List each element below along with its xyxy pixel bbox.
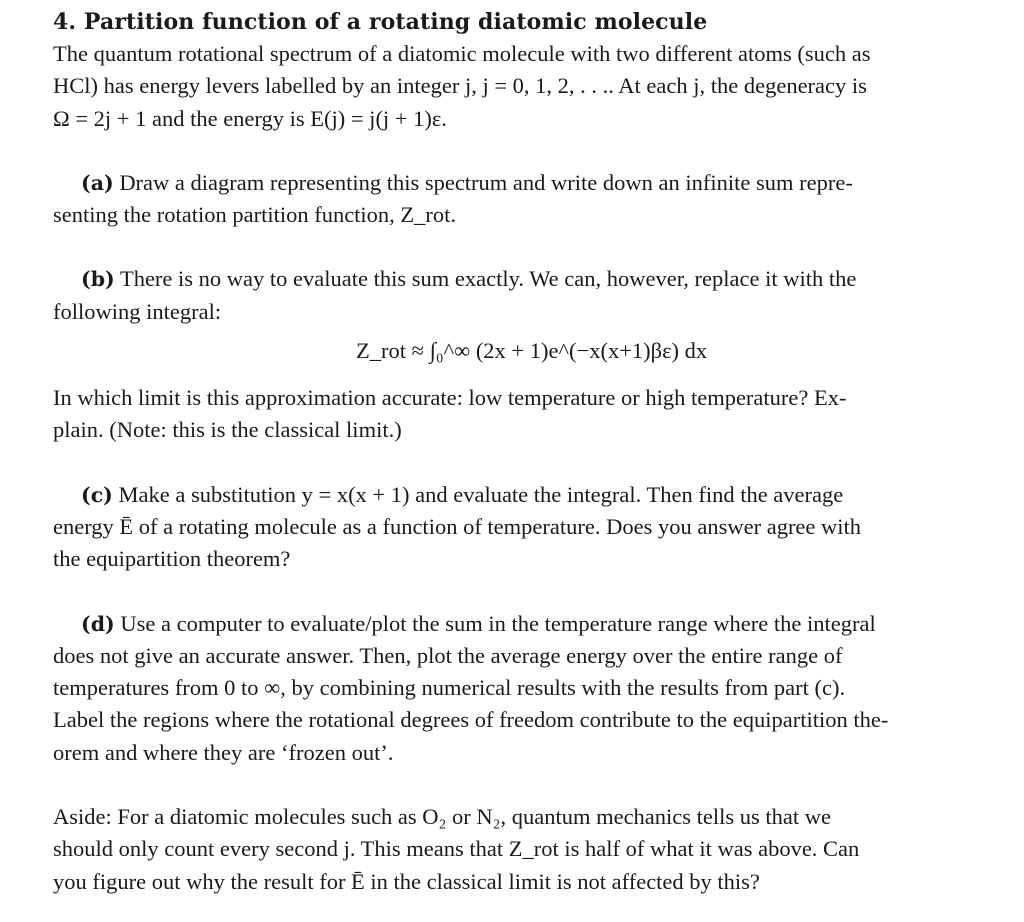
- part-b-text-1: There is no way to evaluate this sum exactly. We can, however, replace it with the: [119, 266, 857, 292]
- part-a-text-1: Draw a diagram representing this spectrum and write down an infinite sum repre-: [119, 169, 853, 195]
- part-d-line-3: temperatures from 0 to ∞, by combining numerical results with the results from part (c).: [53, 675, 846, 701]
- part-a-label: (a): [81, 170, 114, 195]
- intro-line-1: The quantum rotational spectrum of a diatomic molecule with two different atoms (such as: [53, 41, 871, 66]
- aside-paragraph: [53, 801, 1001, 898]
- intro-line-3: Ω = 2j + 1 and the energy is E(j) = j(j + 1)ε.: [53, 105, 447, 131]
- part-d-label: (d): [81, 611, 115, 636]
- part-b-label: (b): [81, 267, 115, 292]
- part-b-question: [53, 382, 1001, 447]
- part-c-line-3: the equipartition theorem?: [53, 546, 291, 572]
- part-c-line-1: [53, 479, 1001, 511]
- intro-line-2: HCl) has energy levers labelled by an integer j, j = 0, 1, 2, . . .. At each j, the degeneracy is: [53, 73, 867, 99]
- part-d-line-1: [53, 608, 1001, 640]
- part-c-paragraph: [53, 479, 1001, 576]
- problem-page: [53, 6, 1001, 898]
- part-a-paragraph: [53, 167, 1001, 232]
- part-d-text-1: Use a computer to evaluate/plot the sum in the temperature range where the integral: [120, 610, 876, 636]
- part-c-label: (c): [81, 482, 113, 507]
- part-b-line-3: In which limit is this approximation accurate: low temperature or high temperature? Ex-: [53, 385, 847, 411]
- part-b-paragraph: [53, 263, 1001, 328]
- problem-title: 4. Partition function of a rotating diatomic molecule: [53, 9, 708, 35]
- part-d-line-4: Label the regions where the rotational degrees of freedom contribute to the equipartition the-: [53, 707, 889, 733]
- part-b-line-2: following integral:: [53, 298, 222, 324]
- part-a-line-2: senting the rotation partition function, Z_rot.: [53, 202, 457, 228]
- part-d-line-5: orem and where they are ‘frozen out’.: [53, 739, 394, 765]
- aside-line-3: you figure out why the result for Ē in the classical limit is not affected by this?: [53, 868, 760, 894]
- aside-line-1: Aside: For a diatomic molecules such as O₂ or N₂, quantum mechanics tells us that we: [53, 804, 832, 830]
- integral-equation-text: Z_rot ≈ ∫₀^∞ (2x + 1)e^(−x(x+1)βε) dx: [356, 338, 708, 364]
- aside-line-2: should only count every second j. This means that Z_rot is half of what it was above. Can: [53, 836, 860, 862]
- part-a-line-1: [53, 167, 1001, 199]
- part-c-line-2: energy Ē of a rotating molecule as a function of temperature. Does you answer agree with: [53, 513, 862, 539]
- part-b-line-1: [53, 263, 1001, 295]
- part-d-line-2: does not give an accurate answer. Then, plot the average energy over the entire range of: [53, 642, 843, 668]
- part-b-line-4: plain. (Note: this is the classical limit.): [53, 417, 402, 443]
- intro-paragraph: [53, 38, 1001, 135]
- part-c-text-1: Make a substitution y = x(x + 1) and evaluate the integral. Then find the average: [118, 481, 844, 507]
- part-d-paragraph: [53, 608, 1001, 769]
- integral-equation: [53, 328, 1001, 382]
